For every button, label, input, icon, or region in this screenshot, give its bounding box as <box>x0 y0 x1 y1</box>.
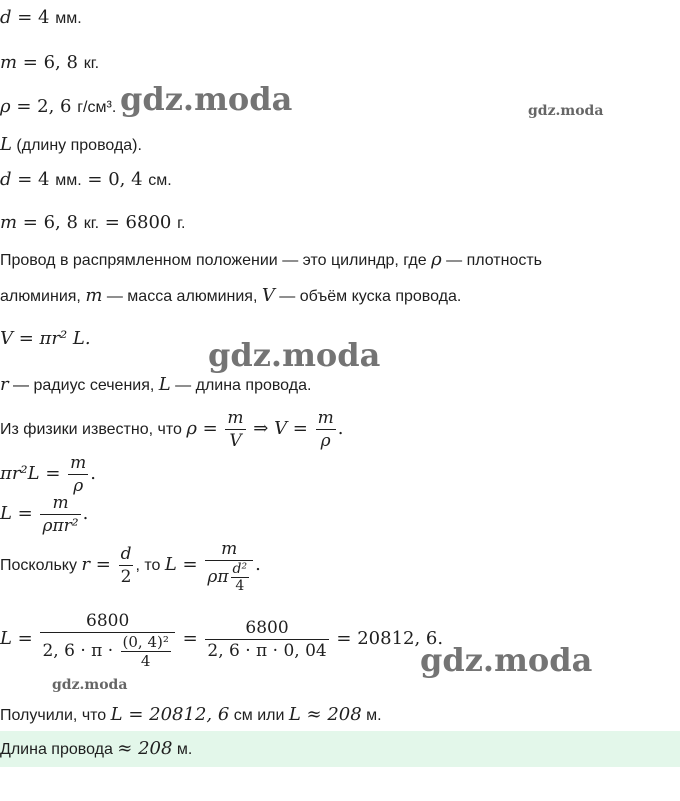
equation-1: πr²L = $\frac{m}{\rho}$ . <box>0 453 96 497</box>
watermark: gdz.moda <box>52 677 128 693</box>
calculation-line: L = 6800 2, 6 · π · $\frac{\text{(0, 4)²}}{4}$ = $\frac{6800}{2, 6 \cdot \pi \cdot 0, 04}$ = 20812, 6. <box>0 610 444 670</box>
given-rho: ρ = 2, 6 г/см³. <box>0 96 117 117</box>
explanation-1: Провод в распрямленном положении — это цилиндр, где ρ — плотность <box>0 249 543 270</box>
given-d: d = 4 мм. <box>0 7 82 28</box>
given-m: m = 6, 8 кг. <box>0 52 100 73</box>
watermark: gdz.moda <box>528 103 604 119</box>
explanation-2: алюминия, m — масса алюминия, V — объём куска провода. <box>0 285 462 306</box>
answer-box: Длина провода ≈ 208 м. <box>0 731 680 767</box>
since-line: Поскольку r = $\frac{d}{2}$ , то L = m ρπ $\frac{\text{d²}}{4}$ . <box>0 538 261 594</box>
convert-d: d = 4 мм. = 0, 4 см. <box>0 169 172 190</box>
radius-line: r — радиус сечения, L — длина провода. <box>0 374 312 395</box>
watermark: gdz.moda <box>120 80 293 118</box>
convert-m: m = 6, 8 кг. = 6800 г. <box>0 212 186 233</box>
result-line: Получили, что L = 20812, 6 см или L ≈ 208 м. <box>0 704 382 725</box>
watermark: gdz.moda <box>420 641 593 679</box>
find-line: L (длину провода). <box>0 134 142 155</box>
watermark: gdz.moda <box>208 336 381 374</box>
volume-formula: V = πr² L. <box>0 328 91 349</box>
physics-line: Из физики известно, что ρ = $\frac{m}{V}$ ⇒ V = $\frac{m}{\rho}$ . <box>0 408 344 452</box>
equation-2: L = $\frac{m}{\text{ρπr²}}$ . <box>0 493 89 537</box>
